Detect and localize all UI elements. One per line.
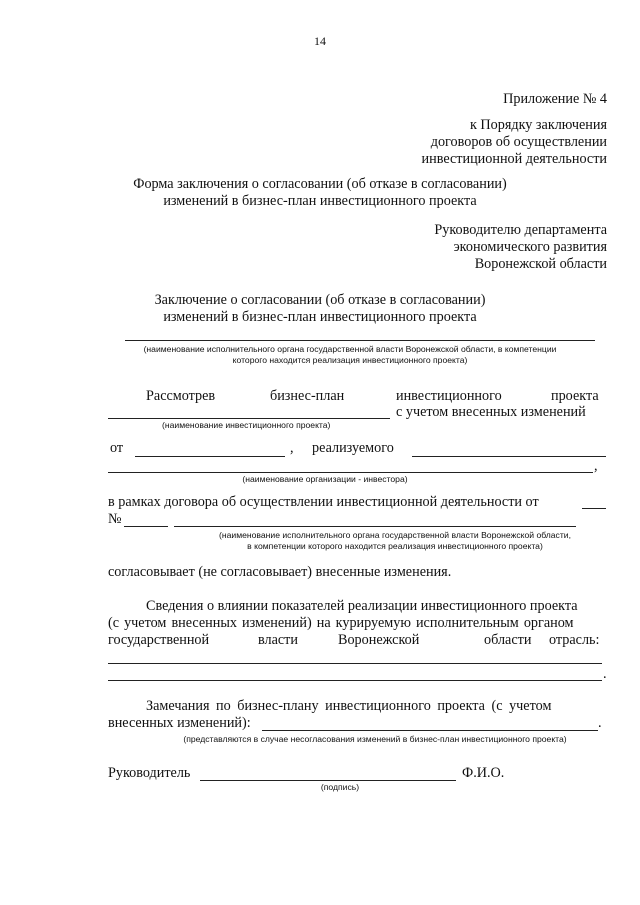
remarks-end-dot: . bbox=[598, 715, 602, 731]
info-word-industry: отрасль: bbox=[549, 632, 600, 648]
project-name-fill-line bbox=[108, 418, 390, 419]
form-title-line-1: Форма заключения о согласовании (об отказе в согласовании) bbox=[133, 176, 507, 192]
remarks-line-1: Замечания по бизнес-плану инвестиционного проекта (с учетом bbox=[146, 698, 552, 714]
caption-investor: (наименование организации - инвестора) bbox=[242, 474, 408, 484]
remarks-line-2: внесенных изменений): bbox=[108, 715, 251, 731]
word-from: от bbox=[110, 440, 124, 456]
word-considered: Рассмотрев bbox=[146, 388, 216, 404]
caption-contract-line-2: в компетенции которого находится реализация инвестиционного проекта) bbox=[247, 541, 543, 551]
caption-authority-line-1: (наименование исполнительного органа государственной власти Воронежской области, в компетенции bbox=[143, 344, 557, 354]
contract-authority-fill-line bbox=[174, 526, 576, 527]
page-number: 14 bbox=[314, 34, 326, 48]
realized-fill-line bbox=[412, 456, 606, 457]
caption-project-name: (наименование инвестиционного проекта) bbox=[162, 420, 331, 430]
info-word-region: области bbox=[484, 632, 532, 648]
contract-date-fill-line bbox=[582, 508, 606, 509]
addressee-line-3: Воронежской области bbox=[474, 256, 607, 272]
word-project: проекта bbox=[551, 388, 599, 404]
end-comma: , bbox=[594, 458, 598, 474]
appendix-line-1: к Порядку заключения bbox=[469, 117, 607, 133]
appendix-title: Приложение № 4 bbox=[503, 91, 607, 107]
conclusion-title-line-2: изменений в бизнес-план инвестиционного проекта bbox=[163, 309, 477, 325]
word-realized: реализуемого bbox=[312, 440, 394, 456]
signature-fill-line bbox=[200, 780, 456, 781]
appendix-line-2: договоров об осуществлении bbox=[430, 134, 607, 150]
investor-fill-line bbox=[108, 472, 593, 473]
form-title-line-2: изменений в бизнес-план инвестиционного проекта bbox=[163, 193, 477, 209]
signature-head-label: Руководитель bbox=[108, 765, 191, 781]
addressee-line-1: Руководителю департамента bbox=[434, 222, 607, 238]
caption-remarks: (представляются в случае несогласования изменений в бизнес-план инвестиционного проекта) bbox=[183, 734, 567, 744]
signature-fio: Ф.И.О. bbox=[462, 765, 505, 781]
info-line-1: Сведения о влиянии показателей реализации инвестиционного проекта bbox=[146, 598, 578, 614]
authority-fill-line bbox=[125, 340, 595, 341]
date-fill-line bbox=[135, 456, 285, 457]
info-fill-line-1 bbox=[108, 663, 602, 664]
info-line-2: (с учетом внесенных изменений) на курируемую исполнительным органом bbox=[108, 615, 574, 631]
number-sign: № bbox=[108, 511, 122, 527]
info-word-voronezh: Воронежской bbox=[338, 632, 420, 648]
caption-authority-line-2: которого находится реализация инвестиционного проекта) bbox=[232, 355, 468, 365]
remarks-fill-line bbox=[262, 730, 598, 731]
conclusion-title-line-1: Заключение о согласовании (об отказе в согласовании) bbox=[154, 292, 486, 308]
info-end-dot: . bbox=[603, 666, 607, 682]
appendix-line-3: инвестиционной деятельности bbox=[421, 151, 607, 167]
caption-contract-line-1: (наименование исполнительного органа государственной власти Воронежской области, bbox=[219, 530, 571, 540]
word-business-plan: бизнес-план bbox=[270, 388, 345, 404]
info-word-power: власти bbox=[258, 632, 298, 648]
info-fill-line-2 bbox=[108, 680, 602, 681]
contract-text: в рамках договора об осуществлении инвестиционной деятельности от bbox=[108, 494, 539, 510]
contract-number-fill-line bbox=[124, 526, 168, 527]
comma: , bbox=[290, 440, 294, 456]
agrees-text: согласовывает (не согласовывает) внесенные изменения. bbox=[108, 564, 452, 580]
info-word-state: государственной bbox=[108, 632, 210, 648]
word-investment: инвестиционного bbox=[396, 388, 502, 404]
with-changes-text: с учетом внесенных изменений bbox=[396, 404, 586, 420]
addressee-line-2: экономического развития bbox=[453, 239, 607, 255]
caption-signature: (подпись) bbox=[320, 782, 360, 792]
